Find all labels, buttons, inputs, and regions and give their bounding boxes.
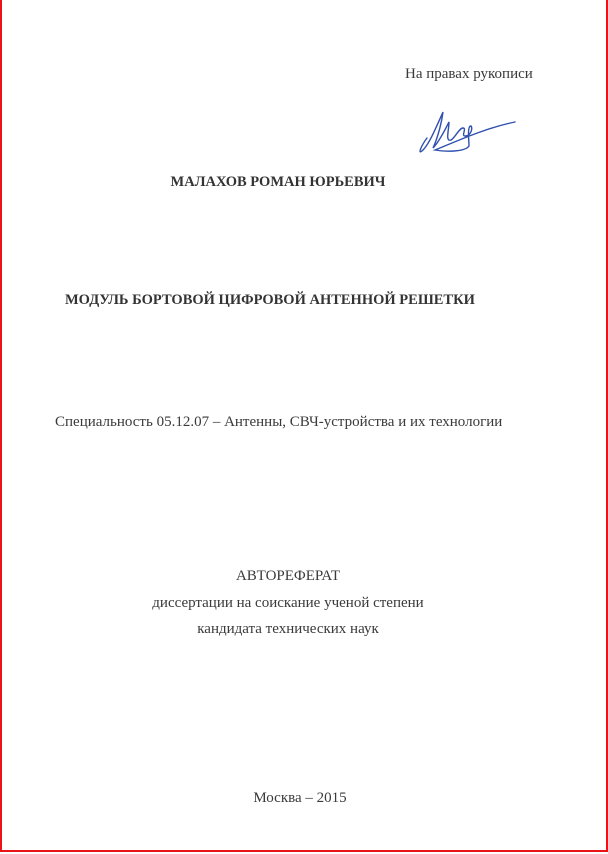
doc-type-line2: кандидата технических наук xyxy=(197,621,379,637)
manuscript-note: На правах рукописи xyxy=(405,66,533,82)
author-name: МАЛАХОВ РОМАН ЮРЬЕВИЧ xyxy=(170,174,386,190)
place-year: Москва – 2015 xyxy=(253,790,347,806)
specialty: Специальность 05.12.07 – Антенны, СВЧ-устройства и их технологии xyxy=(55,414,503,430)
dissertation-title: МОДУЛЬ БОРТОВОЙ ЦИФРОВОЙ АНТЕННОЙ РЕШЕТКИ xyxy=(65,292,475,308)
doc-type-heading: АВТОРЕФЕРАТ xyxy=(235,568,341,584)
doc-type-line1: диссертации на соискание ученой степени xyxy=(152,595,424,611)
signature xyxy=(415,100,525,160)
